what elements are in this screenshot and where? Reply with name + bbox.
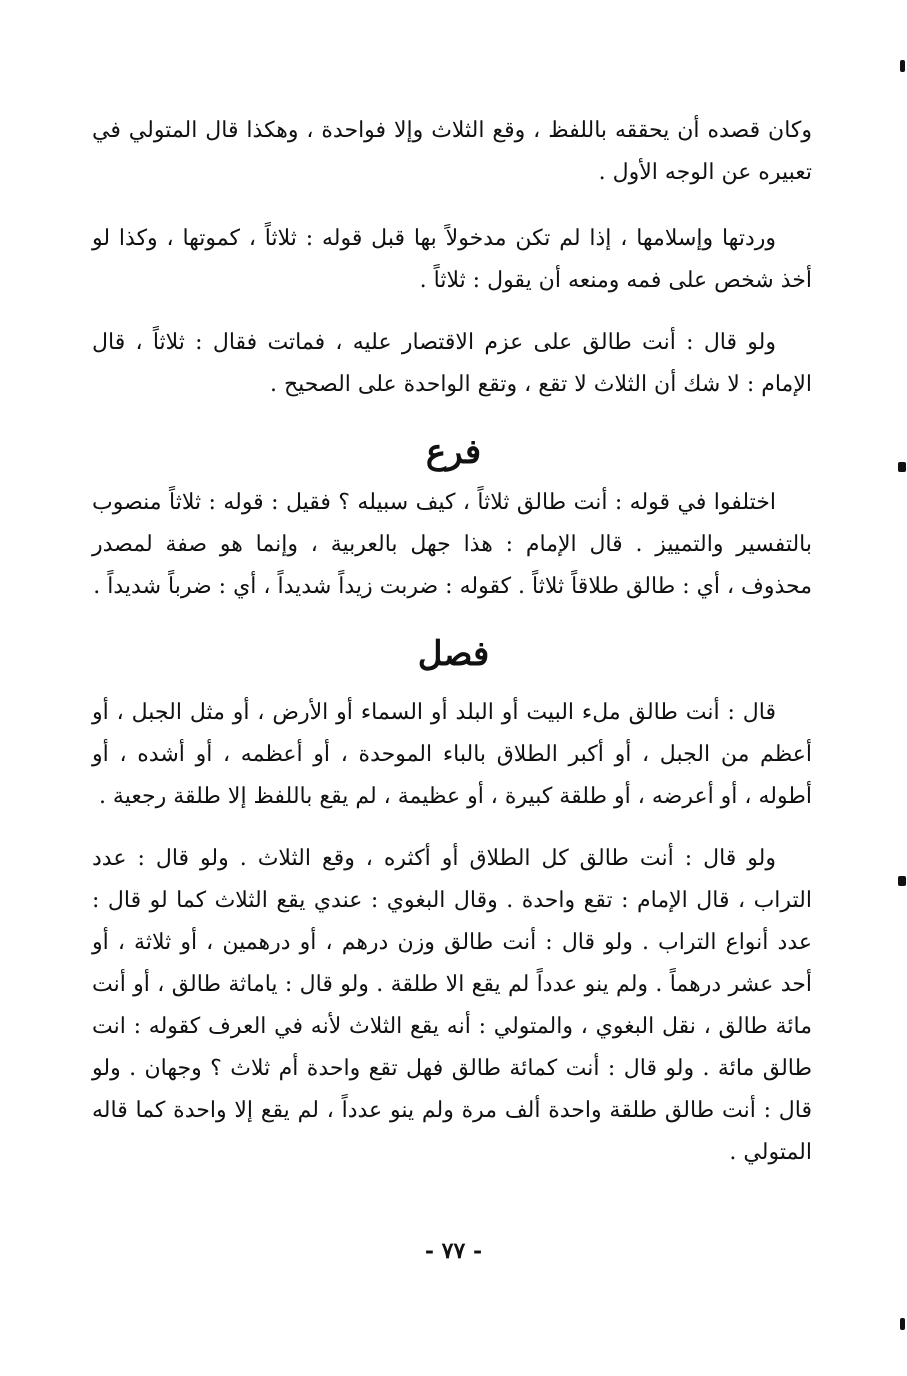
paragraph-1: وكان قصده أن يحققه باللفظ ، وقع الثلاث وإلا فواحدة ، وهكذا قال المتولي في تعبيره عن الوجه الأول .: [92, 118, 812, 185]
paragraph-5: قال : أنت طالق ملء البيت أو البلد أو السماء أو الأرض ، أو مثل الجبل ، أو أعظم من الجبل ، أو أكبر الطلاق بالباء الموحدة ، أو أعظمه ، أو أشده ، أو أطوله ، أو أعرضه ، أو طلقة كبيرة ، أو عظيمة ، لم يقع باللفظ إلا طلقة رجعية .: [92, 700, 812, 809]
paragraph-3: ولو قال : أنت طالق على عزم الاقتصار عليه ، فماتت فقال : ثلاثاً ، قال الإمام : لا شك أن الثلاث لا تقع ، وتقع الواحدة على الصحيح .: [92, 330, 812, 397]
paragraph-4: اختلفوا في قوله : أنت طالق ثلاثاً ، كيف سبيله ؟ فقيل : قوله : ثلاثاً منصوب بالتفسير والتمييز . قال الإمام : هذا جهل بالعربية ، وإنما هو صفة لمصدر محذوف ، أي : طالق طلاقاً ثلاثاً . كقوله : ضربت زيداً شديداً ، أي : ضرباً شديداً .: [92, 490, 812, 599]
margin-mark: [898, 876, 906, 886]
margin-mark: [900, 1318, 905, 1330]
margin-mark: [898, 462, 906, 472]
section-heading-far: فرع: [425, 432, 482, 472]
section-heading-fasl: فصل: [417, 634, 490, 674]
margin-mark: [900, 60, 905, 72]
paragraph-6: ولو قال : أنت طالق كل الطلاق أو أكثره ، وقع الثلاث . ولو قال : عدد التراب ، قال الإمام : تقع واحدة . وقال البغوي : عندي يقع الثلاث كما لو قال : عدد أنواع التراب . ولو قال : أنت طالق وزن درهم ، أو درهمين ، أو ثلاثة ، أو أحد عشر درهماً . ولم ينو عدداً لم يقع الا طلقة . ولو قال : ياماثة طالق ، أو أنت مائة طالق ، نقل البغوي ، والمتولي : أنه يقع الثلاث لأنه في العرف كقوله : انت طالق مائة . ولو قال : أنت كمائة طالق فهل تقع واحدة أم ثلاث ؟ وجهان . ولو قال : أنت طالق طلقة واحدة ألف مرة ولم ينو عدداً ، لم يقع إلا واحدة كما قاله المتولي .: [92, 846, 812, 1165]
page-number: - ٧٧ -: [424, 1238, 483, 1264]
paragraph-2: وردتها وإسلامها ، إذا لم تكن مدخولاً بها قبل قوله : ثلاثاً ، كموتها ، وكذا لو أخذ شخص على فمه ومنعه أن يقول : ثلاثاً .: [92, 226, 812, 293]
